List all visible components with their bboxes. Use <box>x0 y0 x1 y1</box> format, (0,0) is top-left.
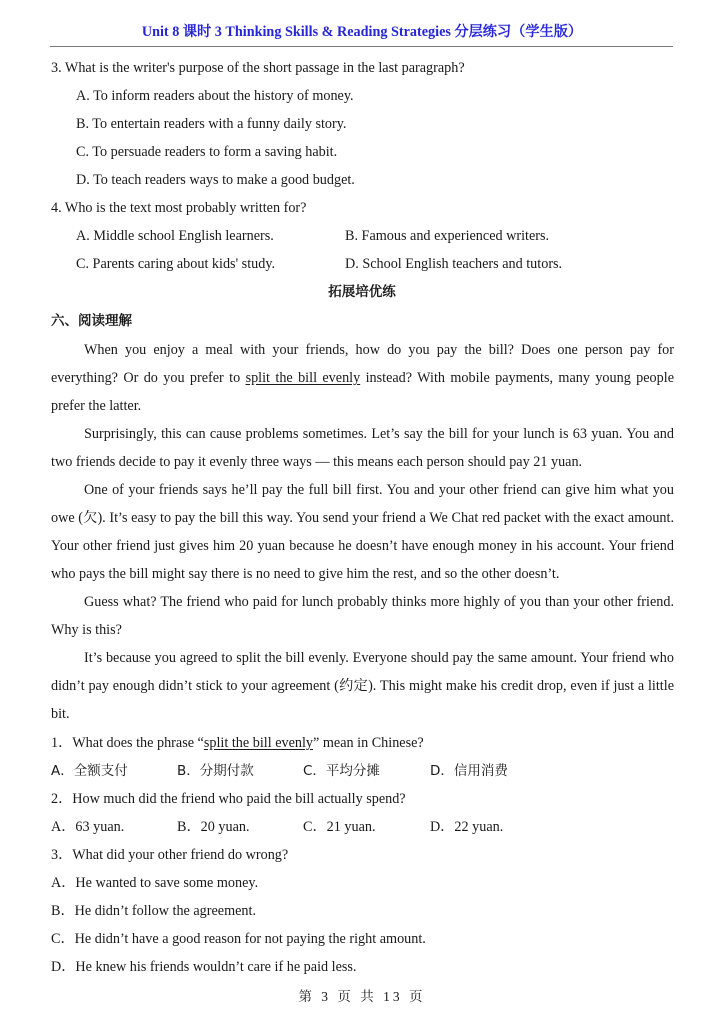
option-a: A．全额支付 <box>51 763 128 779</box>
option-d: D．22 yuan. <box>430 819 504 835</box>
passage-paragraph-1 <box>51 336 674 420</box>
question-stem <box>51 734 424 752</box>
option-a: A. To inform readers about the history of money. <box>76 88 354 104</box>
option-a: A．63 yuan. <box>51 819 125 835</box>
passage-paragraph-3: One of your friends says he’ll pay the full bill first. You and your other friend can give him what you owe (欠). It’s easy to pay the bill this way. You send your friend a We Chat red packet with the exact amount. Your other friend just gives him 20 yuan because he doesn’t have enough money in his account. Your friend who pays the bill might say there is no need to give him the rest, and so the other doesn’t. <box>51 482 674 582</box>
option-c: C. Parents caring about kids' study. <box>76 256 276 272</box>
paragraph-text: instead? With mobile payments, many young people prefer the latter. <box>51 370 674 414</box>
question-stem: 3. What is the writer's purpose of the short passage in the last paragraph? <box>51 60 465 76</box>
header-divider <box>50 46 673 47</box>
option-a: A．He wanted to save some money. <box>51 875 259 891</box>
section-subtitle: 六、阅读理解 <box>51 313 132 329</box>
option-b: B. Famous and experienced writers. <box>345 228 550 244</box>
option-d: D. School English teachers and tutors. <box>345 256 563 272</box>
option-c: C．平均分摊 <box>303 763 380 779</box>
underlined-phrase: split the bill evenly <box>203 735 314 751</box>
option-b: B．He didn’t follow the agreement. <box>51 903 257 919</box>
stem-text: 1．What does the phrase “ <box>51 735 204 751</box>
page-number: 第 3 页 共 13 页 <box>298 989 426 1004</box>
underlined-phrase: split the bill evenly <box>245 370 361 386</box>
option-a: A. Middle school English learners. <box>76 228 274 244</box>
option-b: B. To entertain readers with a funny daily story. <box>76 116 347 132</box>
passage-paragraph-2: Surprisingly, this can cause problems sometimes. Let’s say the bill for your lunch is 63 yuan. You and two friends decide to pay it evenly three ways — this means each person should pay 21 yuan. <box>51 426 674 470</box>
question-stem: 2．How much did the friend who paid the bill actually spend? <box>51 791 406 807</box>
passage-paragraph-5: It’s because you agreed to split the bill evenly. Everyone should pay the same amount. Your friend who didn’t pay enough didn’t stick to your agreement (约定). This might make his credit drop, even if just a little bit. <box>51 650 674 722</box>
option-b: B．20 yuan. <box>177 819 250 835</box>
paragraph-text: When you enjoy a meal with your friends, how do you pay the bill? Does one person pay for everything? Or do you prefer to <box>51 342 674 386</box>
question-stem: 3．What did your other friend do wrong? <box>51 847 289 863</box>
question-stem: 4. Who is the text most probably written for? <box>51 200 307 216</box>
option-c: C．21 yuan. <box>303 819 376 835</box>
passage-paragraph-4: Guess what? The friend who paid for lunch probably thinks more highly of you than your other friend. Why is this? <box>51 594 674 638</box>
option-c: C．He didn’t have a good reason for not paying the right amount. <box>51 931 426 947</box>
option-d: D．He knew his friends wouldn’t care if he paid less. <box>51 959 357 975</box>
option-d: D．信用消费 <box>430 763 508 779</box>
option-c: C. To persuade readers to form a saving habit. <box>76 144 338 160</box>
document-header-title: Unit 8 课时 3 Thinking Skills & Reading Strategies 分层练习（学生版） <box>141 24 583 40</box>
stem-text: ” mean in Chinese? <box>313 735 424 751</box>
option-b: B．分期付款 <box>177 763 254 779</box>
option-d: D. To teach readers ways to make a good budget. <box>76 172 355 188</box>
section-title: 拓展培优练 <box>328 284 396 300</box>
